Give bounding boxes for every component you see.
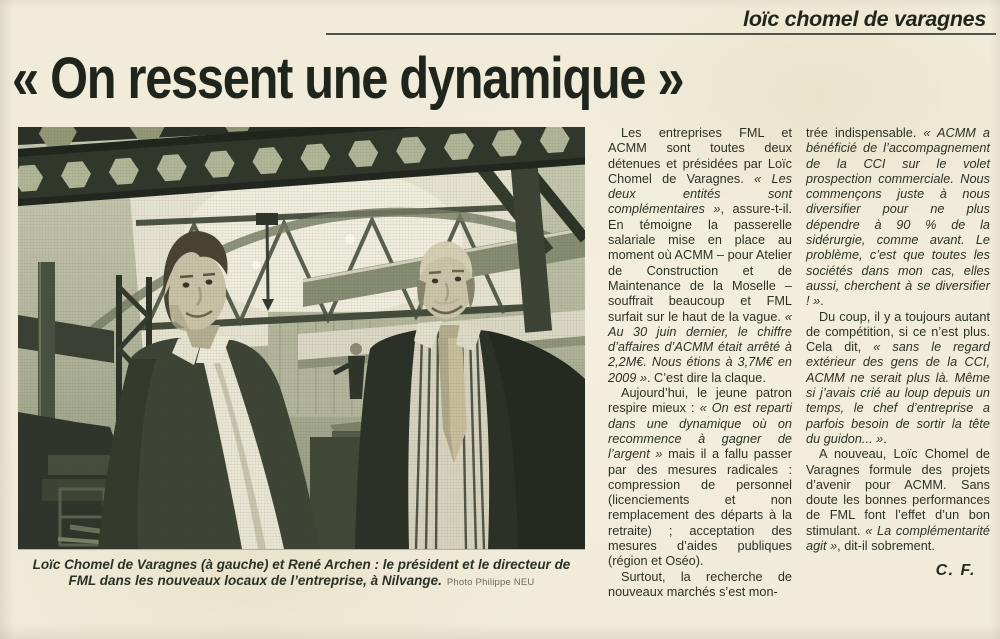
factory-photo-illustration xyxy=(18,127,585,549)
article-column-2 xyxy=(806,126,990,554)
article-paragraph xyxy=(806,310,990,448)
body-text: . xyxy=(820,294,824,309)
body-text: , dit-il sobrement. xyxy=(837,539,935,554)
photo-credit: Photo Philippe NEU xyxy=(446,577,535,588)
headline: « On ressent une dynamique » xyxy=(12,46,684,111)
article-paragraph xyxy=(608,570,792,601)
body-text: mais il a fallu passer par des mesures radicales : compression de personnel (licenciements et non remplacement des départs à la retraite) ; acceptation des mesures d’aides publiques (région et Oséo). xyxy=(608,447,792,569)
author-signature: C. F. xyxy=(935,562,976,579)
masthead-rule xyxy=(326,33,996,35)
body-text: trée indispensable. xyxy=(806,126,924,140)
body-text: Aujourd’hui, le jeune patron respire mieux : xyxy=(608,386,792,416)
article-paragraph xyxy=(806,447,990,554)
photo-caption xyxy=(18,557,585,591)
quote-text: « ACMM a bénéficié de l’accompagnement de la CCI sur le volet prospection commerciale. Nous commençons juste à nous diversifier pour ne plus dépendre à 90 % de la sidérurgie, comme avant. Le problème, c’est que toutes les sociétés dans mon cas, elles aussi, cherchent à se diversifier ! » xyxy=(806,126,990,309)
body-text: . C’est dire la claque. xyxy=(646,370,766,385)
body-text: A nouveau, Loïc Chomel de Varagnes formule des projets d’avenir pour ACMM. Sans doute les bonnes performances de FML font l’effet d’un bon stimulant. xyxy=(806,447,990,538)
article-paragraph xyxy=(608,386,792,570)
article-paragraph xyxy=(608,126,792,386)
article-photo xyxy=(18,127,585,549)
masthead-author: loïc chomel de varagnes xyxy=(743,7,986,31)
body-text: , assure-t-il. En témoigne la passerelle salariale mise en place au moment où ACMM – pour Atelier de Construction et de Maintenance de la Moselle – souffrait beaucoup et FML surfait sur le haut de la vague. xyxy=(608,202,792,324)
quote-text: « On est reparti dans une dynamique où on recommence à gagner de l’argent » xyxy=(608,401,792,462)
caption-text: Loïc Chomel de Varagnes (à gauche) et René Archen : le président et le directeur de FML dans les nouveaux locaux de l’entreprise, à Nilvange. xyxy=(32,557,571,588)
article-column-1 xyxy=(608,126,792,600)
body-text: Surtout, la recherche de nouveaux marchés s’est mon- xyxy=(608,569,792,599)
quote-text: « Au 30 juin dernier, le chiffre d’affaires d’ACMM était arrêté à 2,2M€. Nous étions à 3,7M€ en 2009 » xyxy=(608,309,792,385)
body-text: Les entreprises FML et ACMM sont toutes deux détenues et présidées par Loïc Chomel de Varagnes. xyxy=(608,126,792,186)
quote-text: « sans le regard extérieur des gens de la CCI, ACMM ne serait plus là. Même si j’avais crié au loup depuis un temps, le chef d’entreprise a parfois besoin de sortir la tête du guidon... » xyxy=(806,340,990,446)
quote-text: « La complémentarité agit » xyxy=(806,523,991,554)
body-text: . xyxy=(883,431,887,446)
article-paragraph xyxy=(806,126,990,310)
body-text: Du coup, il y a toujours autant de compétition, si ce n’est plus. Cela dit, xyxy=(806,309,990,355)
quote-text: « Les deux entités sont complémentaires » xyxy=(608,171,793,217)
